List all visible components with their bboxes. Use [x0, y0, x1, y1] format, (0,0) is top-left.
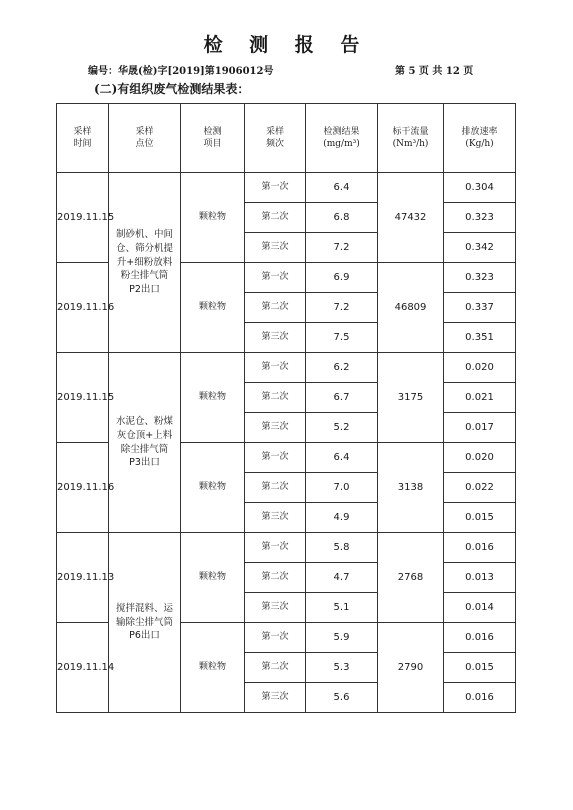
flow-rate: 2790 [378, 623, 444, 713]
emission-rate: 0.022 [444, 473, 516, 503]
sampling-frequency: 第一次 [245, 623, 306, 653]
sampling-frequency: 第三次 [245, 233, 306, 263]
sampling-date: 2019.11.15 [57, 173, 109, 263]
emission-rate: 0.342 [444, 233, 516, 263]
sampling-frequency: 第一次 [245, 533, 306, 563]
test-result: 6.8 [306, 203, 378, 233]
test-result: 4.7 [306, 563, 378, 593]
test-result: 7.2 [306, 233, 378, 263]
emission-rate: 0.016 [444, 533, 516, 563]
emission-rate: 0.020 [444, 443, 516, 473]
test-item: 颗粒物 [181, 263, 245, 353]
sampling-frequency: 第三次 [245, 503, 306, 533]
sampling-frequency: 第三次 [245, 683, 306, 713]
results-table [56, 103, 516, 713]
emission-rate: 0.014 [444, 593, 516, 623]
test-result: 7.5 [306, 323, 378, 353]
sampling-frequency: 第二次 [245, 473, 306, 503]
sampling-frequency: 第一次 [245, 173, 306, 203]
section-title: (二)有组织废气检测结果表： [94, 82, 250, 96]
sampling-frequency: 第二次 [245, 383, 306, 413]
flow-rate: 47432 [378, 173, 444, 263]
table-row [57, 353, 516, 383]
col-flow: 标干流量 (Nm³/h) [378, 104, 444, 173]
test-result: 5.1 [306, 593, 378, 623]
sampling-frequency: 第三次 [245, 413, 306, 443]
sampling-date: 2019.11.13 [57, 533, 109, 623]
col-rate: 排放速率 (Kg/h) [444, 104, 516, 173]
sampling-point: 制砂机、中间仓、筛分机提升+细粉放料粉尘排气筒P2出口 [109, 173, 181, 353]
col-sampling-time: 采样 时间 [57, 104, 109, 173]
emission-rate: 0.020 [444, 353, 516, 383]
sampling-frequency: 第二次 [245, 293, 306, 323]
test-result: 7.2 [306, 293, 378, 323]
test-item: 颗粒物 [181, 443, 245, 533]
test-result: 6.9 [306, 263, 378, 293]
test-result: 6.7 [306, 383, 378, 413]
emission-rate: 0.323 [444, 203, 516, 233]
sampling-frequency: 第二次 [245, 653, 306, 683]
flow-rate: 3138 [378, 443, 444, 533]
test-result: 5.9 [306, 623, 378, 653]
emission-rate: 0.351 [444, 323, 516, 353]
emission-rate: 0.337 [444, 293, 516, 323]
flow-rate: 3175 [378, 353, 444, 443]
emission-rate: 0.021 [444, 383, 516, 413]
flow-rate: 2768 [378, 533, 444, 623]
test-result: 5.6 [306, 683, 378, 713]
col-sampling-point: 采样 点位 [109, 104, 181, 173]
sampling-date: 2019.11.14 [57, 623, 109, 713]
test-item: 颗粒物 [181, 173, 245, 263]
table-row [57, 533, 516, 563]
test-result: 6.4 [306, 173, 378, 203]
emission-rate: 0.015 [444, 503, 516, 533]
report-title: 检 测 报 告 [203, 34, 370, 56]
sampling-frequency: 第二次 [245, 203, 306, 233]
sampling-point: 搅拌混料、运输除尘排气筒P6出口 [109, 533, 181, 713]
sampling-date: 2019.11.16 [57, 263, 109, 353]
sampling-date: 2019.11.16 [57, 443, 109, 533]
test-item: 颗粒物 [181, 353, 245, 443]
emission-rate: 0.017 [444, 413, 516, 443]
test-item: 颗粒物 [181, 623, 245, 713]
test-result: 6.4 [306, 443, 378, 473]
table-header-row [57, 104, 516, 173]
test-result: 5.8 [306, 533, 378, 563]
table-body [57, 173, 516, 713]
emission-rate: 0.015 [444, 653, 516, 683]
test-result: 6.2 [306, 353, 378, 383]
sampling-frequency: 第一次 [245, 263, 306, 293]
table-row [57, 173, 516, 203]
test-item: 颗粒物 [181, 533, 245, 623]
emission-rate: 0.016 [444, 683, 516, 713]
sampling-point: 水泥仓、粉煤灰仓顶+上料除尘排气筒P3出口 [109, 353, 181, 533]
emission-rate: 0.013 [444, 563, 516, 593]
sampling-frequency: 第三次 [245, 323, 306, 353]
col-frequency: 采样 频次 [245, 104, 306, 173]
col-result: 检测结果 (mg/m³) [306, 104, 378, 173]
page-info: 第 5 页 共 12 页 [395, 66, 474, 77]
report-code: 编号：华晟(检)字[2019]第1906012号 [88, 66, 274, 77]
test-result: 7.0 [306, 473, 378, 503]
test-result: 5.2 [306, 413, 378, 443]
sampling-date: 2019.11.15 [57, 353, 109, 443]
sampling-frequency: 第一次 [245, 443, 306, 473]
sampling-frequency: 第三次 [245, 593, 306, 623]
sampling-frequency: 第一次 [245, 353, 306, 383]
flow-rate: 46809 [378, 263, 444, 353]
sampling-frequency: 第二次 [245, 563, 306, 593]
test-result: 5.3 [306, 653, 378, 683]
emission-rate: 0.304 [444, 173, 516, 203]
test-result: 4.9 [306, 503, 378, 533]
emission-rate: 0.323 [444, 263, 516, 293]
emission-rate: 0.016 [444, 623, 516, 653]
col-test-item: 检测 项目 [181, 104, 245, 173]
